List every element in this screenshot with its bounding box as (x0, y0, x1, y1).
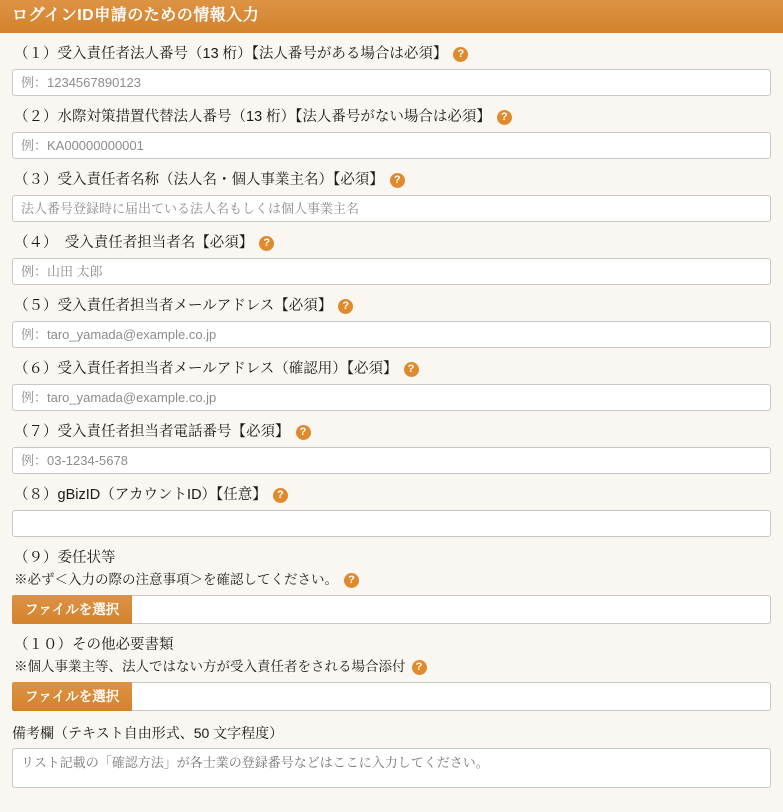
help-icon[interactable]: ? (453, 47, 468, 62)
help-icon[interactable]: ? (412, 660, 427, 675)
remarks-label: 備考欄（テキスト自由形式、50 文字程度） (12, 725, 284, 741)
help-icon[interactable]: ? (497, 110, 512, 125)
contact-email-input[interactable] (12, 321, 771, 348)
choose-file-button[interactable]: ファイルを選択 (12, 682, 132, 711)
field-label (12, 170, 771, 190)
choose-file-button[interactable]: ファイルを選択 (12, 595, 132, 624)
contact-person-name-input[interactable] (12, 258, 771, 285)
field-note (12, 570, 771, 590)
help-icon[interactable]: ? (404, 362, 419, 377)
field-label-text: （３）受入責任者名称（法人名・個人事業主名）【必須】 (14, 172, 384, 188)
help-icon[interactable]: ? (296, 425, 311, 440)
field-label (12, 107, 771, 127)
field-contact-email (12, 296, 771, 348)
field-alternate-corporate-number (12, 107, 771, 159)
field-contact-phone (12, 422, 771, 474)
field-label-text: （９）委任状等 (14, 550, 116, 566)
contact-email-confirm-input[interactable] (12, 384, 771, 411)
gbizid-input[interactable] (12, 510, 771, 537)
field-other-documents (12, 635, 771, 711)
field-label (12, 359, 771, 379)
help-icon[interactable]: ? (344, 573, 359, 588)
help-icon[interactable]: ? (273, 488, 288, 503)
field-gbizid (12, 485, 771, 537)
field-contact-person-name (12, 233, 771, 285)
field-label-text: （８）gBizID（アカウントID）【任意】 (14, 487, 267, 503)
field-note-text: ※個人事業主等、法人ではない方が受入責任者をされる場合添付 (14, 659, 406, 674)
alternate-corporate-number-input[interactable] (12, 132, 771, 159)
organization-name-input[interactable] (12, 195, 771, 222)
field-note-text: ※必ず＜入力の際の注意事項＞を確認してください。 (14, 572, 338, 587)
remarks-textarea[interactable] (12, 748, 771, 788)
field-organization-name (12, 170, 771, 222)
field-label (12, 485, 771, 505)
field-label-text: （２）水際対策措置代替法人番号（13 桁）【法人番号がない場合は必須】 (14, 109, 491, 125)
field-label (12, 233, 771, 253)
selected-file-name (132, 682, 771, 711)
file-upload-row (12, 682, 771, 711)
corporate-number-input[interactable] (12, 69, 771, 96)
help-icon[interactable]: ? (338, 299, 353, 314)
field-label-text: （４） 受入責任者担当者名【必須】 (14, 235, 254, 251)
field-label (12, 296, 771, 316)
page-title: ログインID申請のための情報入力 (0, 0, 783, 33)
file-upload-row (12, 595, 771, 624)
field-label-text: （６）受入責任者担当者メールアドレス（確認用）【必須】 (14, 361, 398, 377)
field-remarks (12, 723, 771, 793)
selected-file-name (132, 595, 771, 624)
help-icon[interactable]: ? (259, 236, 274, 251)
contact-phone-input[interactable] (12, 447, 771, 474)
field-power-of-attorney (12, 548, 771, 624)
field-label (12, 422, 771, 442)
field-note (12, 657, 771, 677)
field-contact-email-confirm (12, 359, 771, 411)
field-label-text: （７）受入責任者担当者電話番号【必須】 (14, 424, 290, 440)
field-label (12, 635, 771, 655)
field-corporate-number (12, 44, 771, 96)
field-label (12, 548, 771, 568)
field-label-text: （５）受入責任者担当者メールアドレス【必須】 (14, 298, 333, 314)
help-icon[interactable]: ? (390, 173, 405, 188)
form-body (0, 44, 783, 793)
field-label (12, 44, 771, 64)
field-label-text: （１０）その他必要書類 (14, 637, 174, 653)
field-label-text: （１）受入責任者法人番号（13 桁）【法人番号がある場合は必須】 (14, 46, 448, 62)
